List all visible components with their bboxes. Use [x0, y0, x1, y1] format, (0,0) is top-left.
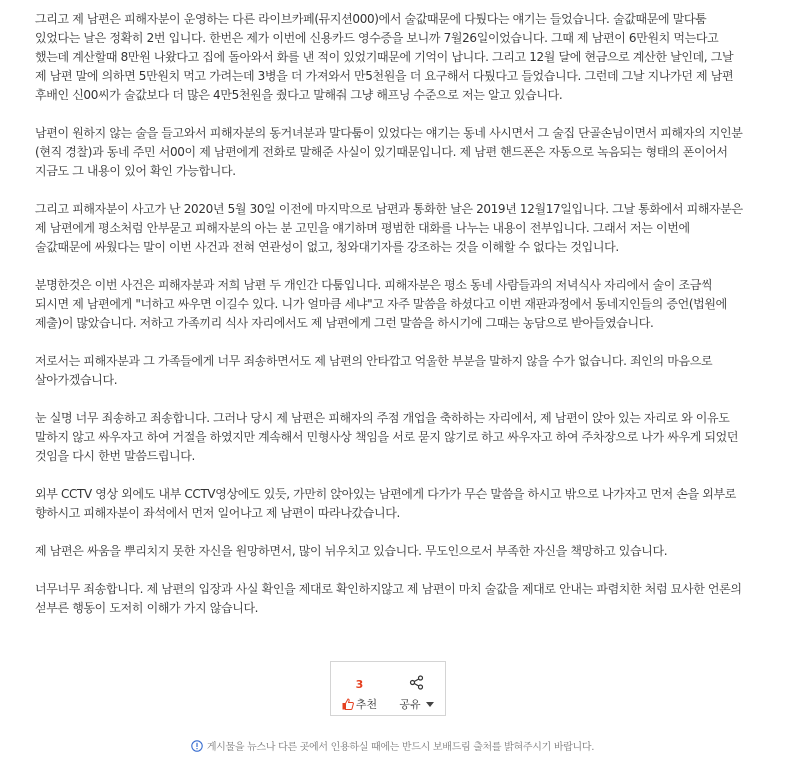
article-paragraph: 눈 실명 너무 죄송하고 죄송합니다. 그러나 당시 제 남편은 피해자의 주점 개업을 축하하는 자리에서, 제 남편이 앉아 있는 자리로 와 이유도 말하지 않고 싸우자고 하여 거절을 하였지만 계속해서 민형사상 책임을 서로 묻지 않기로 하고 싸우자고 하여 주차장으로 나가 싸우게 되었던 것임을 다시 한번 말씀드립니다. [35, 411, 739, 463]
article-paragraph: 너무너무 죄송합니다. 제 남편의 입장과 사실 확인을 제대로 확인하지않고 제 남편이 마치 술값을 제대로 안내는 파렴치한 처럼 묘사한 언론의 섣부른 행동이 도저히 이해가 가지 않습니다. [35, 582, 742, 615]
article-paragraph: 분명한것은 이번 사건은 피해자분과 저희 남편 두 개인간 다툼입니다. 피해자분은 평소 동네 사람들과의 저녁식사 자리에서 술이 조금씩 되시면 제 남편에게 "너하고 싸우면 이길수 있다. 니가 얼마큼 세냐"고 자주 말씀을 하셨다고 이번 재판과정에서 동네지인들의 증언(법원에 제출)이 많았습니다. 저하고 가족끼리 식사 자리에서도 제 남편에게 그런 말씀을 하시기에 그때는 농담으로 받아들였습니다. [35, 278, 727, 330]
share-icon [409, 675, 424, 694]
citation-notice [0, 738, 785, 755]
share-button[interactable] [388, 662, 445, 715]
share-label: 공유 [399, 698, 421, 711]
like-count: 3 [355, 677, 364, 691]
thumbs-up-icon [342, 698, 354, 710]
article-paragraph: 남편이 원하지 않는 술을 들고와서 피해자분의 동거녀분과 말다툼이 있었다는 얘기는 동네 사시면서 그 술집 단골손님이면서 피해자의 지인분(현직 경찰)과 동네 주민 서00이 제 남편에게 전화로 말해준 사실이 있기때문입니다. 제 남편 핸드폰은 자동으로 녹음되는 형태의 폰이어서 지금도 그 내용이 있어 확인 가능합니다. [35, 126, 743, 178]
like-button[interactable] [331, 662, 388, 715]
notice-text: 게시물을 뉴스나 다른 곳에서 인용하실 때에는 반드시 보배드림 출처를 밝혀주시기 바랍니다. [206, 742, 595, 753]
article-body [35, 10, 747, 637]
article-paragraph: 그리고 피해자분이 사고가 난 2020년 5월 30일 이전에 마지막으로 남편과 통화한 날은 2019년 12월17일입니다. 그날 통화에서 피해자분은 제 남편에게 평소처럼 안부묻고 피해자분의 아는 분 고민을 얘기하며 평범한 대화를 나누는 내용이 전부입니다. 그래서 저는 이번에 술값때문에 싸웠다는 말이 이번 사건과 전혀 연관성이 없고, 청와대기자를 강조하는 것을 이해할 수 없다는 것입니다. [35, 202, 743, 254]
article-paragraph: 제 남편은 싸움을 뿌리치지 못한 자신을 원망하면서, 많이 뉘우치고 있습니다. 무도인으로서 부족한 자신을 책망하고 있습니다. [35, 544, 668, 558]
article-paragraph: 그리고 제 남편은 피해자분이 운영하는 다른 라이브카페(뮤지션000)에서 술값때문에 다퉜다는 얘기는 들었습니다. 술값때문에 말다툼 있었다는 날은 정확히 2번 입니다. 한번은 제가 이번에 신용카드 영수증을 보니까 7월26일이었습니다. 그때 제 남편이 6만원치 먹는다고 했는데 계산할때 8만원 나왔다고 집에 돌아와서 화를 낸 적이 있었기때문에 기억이 납니다. 그리고 12월 달에 현금으로 계산한 날인데, 그날 제 남편 말에 의하면 5만원치 먹고 가려는데 3병을 더 가져와서 만5천원을 더 요구해서 다퉜다고 들었습니다. 그런데 그날 지나가던 제 남편 후배인 신00씨가 술값보다 더 많은 4만5천원을 줬다고 말해줘 그냥 해프닝 수준으로 저는 알고 있습니다. [35, 12, 734, 102]
info-icon [191, 740, 203, 755]
article-paragraph: 저로서는 피해자분과 그 가족들에게 너무 죄송하면서도 제 남편의 안타깝고 억울한 부분을 말하지 않을 수가 없습니다. 죄인의 마음으로 살아가겠습니다. [35, 354, 713, 387]
article-paragraph: 외부 CCTV 영상 외에도 내부 CCTV영상에도 있듯, 가만히 앉아있는 남편에게 다가가 무슨 말씀을 하시고 밖으로 나가자고 먼저 손을 외부로 향하시고 피해자분이 좌석에서 먼저 일어나고 제 남편이 따라나갔습니다. [35, 487, 736, 520]
article-actions [330, 661, 446, 716]
like-label: 추천 [355, 698, 378, 711]
chevron-down-icon [426, 702, 434, 707]
